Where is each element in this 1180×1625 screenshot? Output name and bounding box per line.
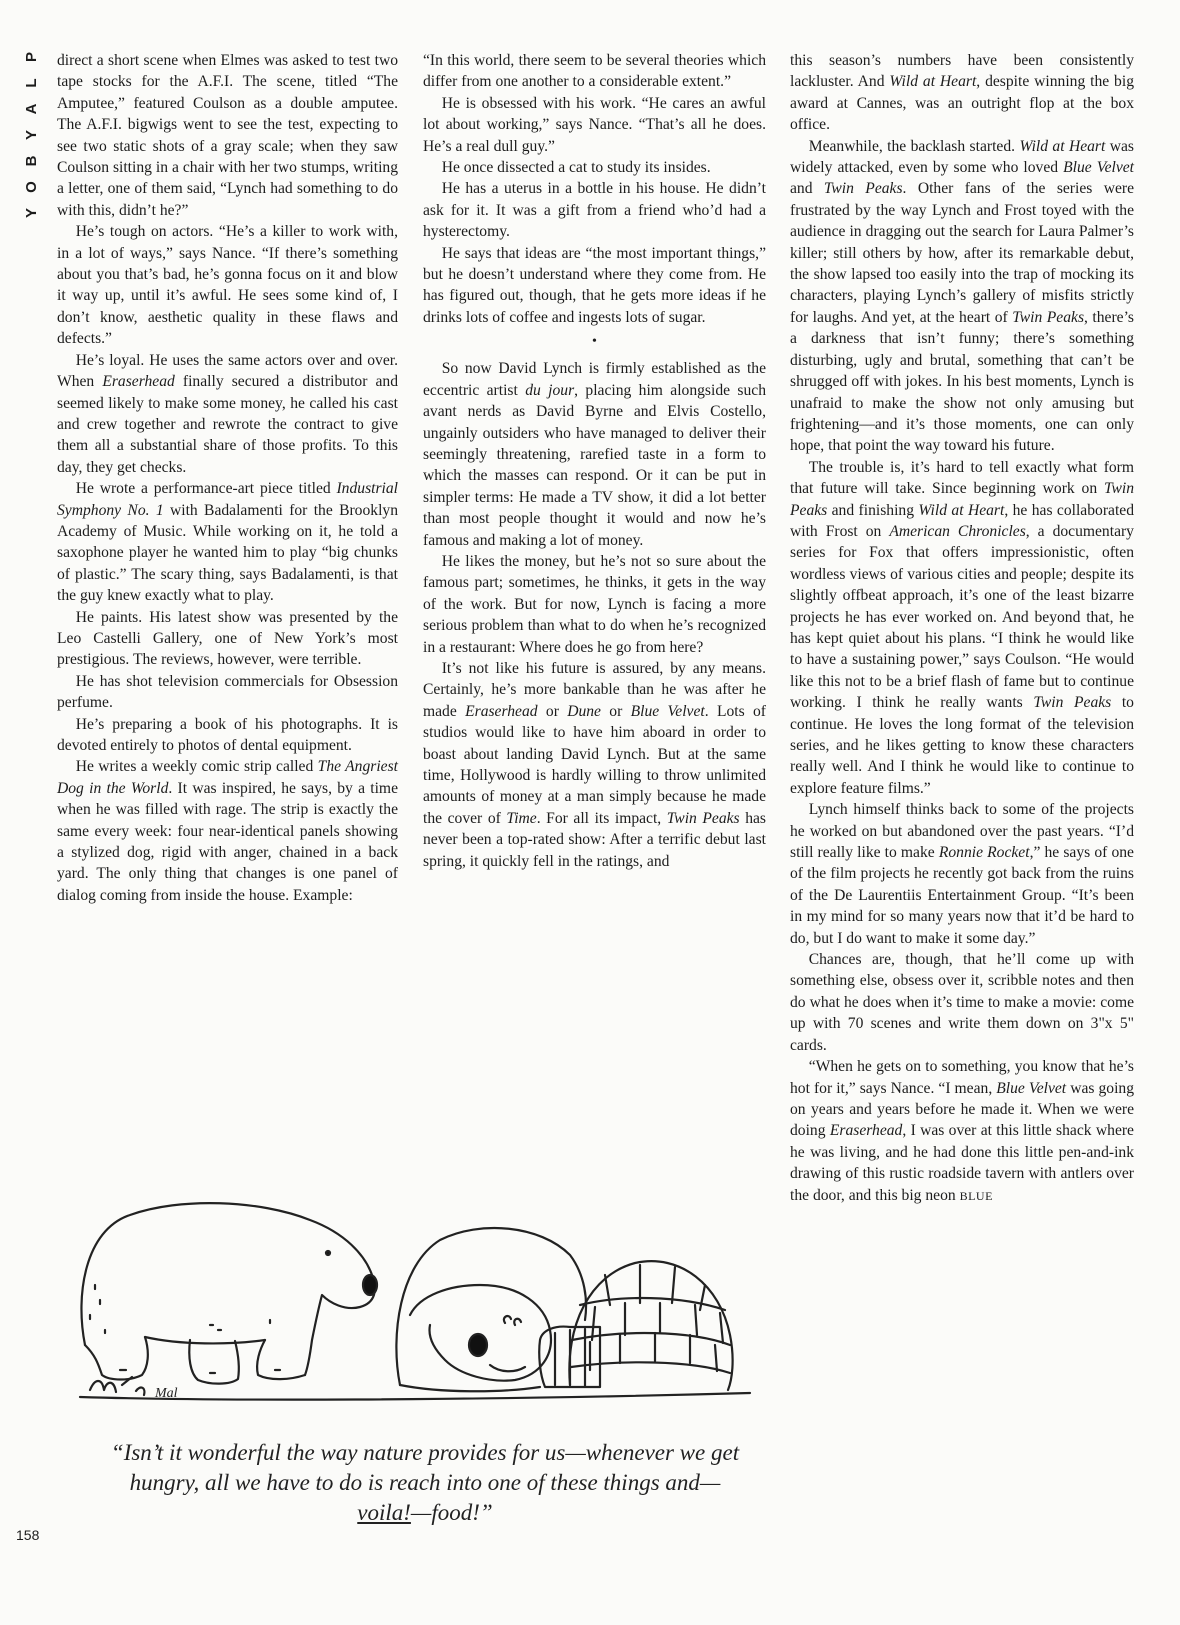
masthead-letter: O <box>23 181 40 193</box>
film-title: Blue Velvet <box>1063 159 1134 177</box>
film-title: Ronnie Rocket <box>938 844 1030 862</box>
paragraph: He says that ideas are “the most important things,” but he doesn’t understand where they come from. He has figured out, though, that he gets more ideas if he drinks lots of coffee and ingests lots of sugar. <box>423 244 766 326</box>
film-title: Dune <box>567 702 601 720</box>
film-title: Wild at Heart <box>1019 137 1106 155</box>
paragraph: He once dissected a cat to study its insides. <box>441 159 711 177</box>
film-title: Wild at Heart <box>918 501 1005 519</box>
comic-title: The Angriest Dog in the World <box>57 758 398 797</box>
masthead-letter: L <box>23 78 40 88</box>
section-divider: • <box>592 334 597 350</box>
film-title: Blue Velvet <box>630 702 705 720</box>
show-title: Twin Peaks <box>666 809 740 827</box>
paragraph: “When he gets on to something, you know that he’s hot for it,” says Nance. “I mean, Blue Velvet was going on years and years before he made it. When we were doing Eraserhead, I was over at this little shack where he was living, and he had done this little pen-and-ink drawing of this rustic roadside tavern with antlers over the door, and this big neon BLUE <box>790 1058 1135 1204</box>
magazine-title: Time <box>506 809 537 827</box>
masthead-letter: P <box>23 52 40 63</box>
polar-bears-igloo-drawing <box>60 1135 760 1425</box>
cartoon-illustration <box>60 1135 760 1425</box>
paragraph: He has shot television commercials for Obsession perfume. <box>57 672 398 712</box>
paragraph: Chances are, though, that he’ll come up with something else, obsess over it, scribble notes and then do what he does when it’s time to make a movie: come up with 70 scenes and write them down on 3"x 5" cards. <box>790 951 1134 1054</box>
show-title: Twin Peaks <box>1033 694 1112 712</box>
paragraph: He is obsessed with his work. “He cares an awful lot about working,” says Nance. “That’s all he does. He’s a real dull guy.” <box>423 94 766 155</box>
paragraph: The trouble is, it’s hard to tell exactly what form that future will take. Since beginning work on Twin Peaks and finishing Wild at Heart, he has collaborated with Frost on American Chronicles, a documentary series for Fox that offers impressionistic, often wordless views of various cities and people; despite its slightly offbeat approach, it’s one of the least bizarre projects he has ever worked on. And beyond that, he has kept quiet about his plans. “I think he would like to have a sustaining power,” says Coulson. “He would like this not to be a brief flash of fame but to continue working. I think he really wants Twin Peaks to continue. He loves the long format of the television series, and he likes getting to know these characters really well. And I think he would like to continue to explore feature films.” <box>790 458 1135 797</box>
show-title: Twin Peaks <box>823 180 903 198</box>
lying-bear-outline <box>396 1228 586 1385</box>
cartoon-caption: “Isn’t it wonderful the way nature provides for us—whenever we get hungry, all we have to do is reach into one of these things and—voila!—food!” <box>110 1440 740 1525</box>
page-number: 158 <box>16 1527 40 1543</box>
masthead-letter: A <box>23 103 40 115</box>
show-title: Twin Peaks <box>790 480 1135 519</box>
masthead <box>22 44 42 226</box>
film-title: Wild at Heart <box>889 73 977 91</box>
masthead-letter: B <box>23 155 40 167</box>
phrase: du jour <box>525 381 575 399</box>
paragraph: He paints. His latest show was presented by the Leo Castelli Gallery, one of New York’s most prestigious. The reviews, however, were terrible. <box>57 608 398 669</box>
film-title: Blue Velvet <box>996 1079 1067 1097</box>
paragraph: He has a uterus in a bottle in his house. He didn’t ask for it. It was a gift from a friend who’d had a hysterectomy. <box>423 180 766 241</box>
standing-bear-outline <box>81 1203 374 1375</box>
article-column-1 <box>57 50 398 906</box>
film-title: Eraserhead <box>102 373 175 391</box>
artist-signature: Mal <box>155 1386 178 1401</box>
paragraph: He’s loyal. He uses the same actors over and over. When Eraserhead finally secured a distributor and seemed likely to make some money, he called his cast and crew together and rewrote the contract to give them all a substantial share of those profits. To this day, they get checks. <box>57 351 398 476</box>
article-column-3 <box>790 50 1134 1207</box>
small-caps-word: BLUE <box>959 1188 993 1203</box>
caption-underlined-word: voila! <box>357 1500 411 1525</box>
film-title: Eraserhead <box>465 702 538 720</box>
series-title: American Chronicles <box>889 522 1026 540</box>
masthead-letter: Y <box>23 208 40 219</box>
paragraph: direct a short scene when Elmes was asked to test two tape stocks for the A.F.I. The scene, titled “The Amputee,” featured Coulson as a double amputee. The A.F.I. bigwigs went to see the test, expecting to see two static shots of a gray scale; when they saw Coulson sitting in a chair with her two stumps, writing a letter, one of them said, “Lynch had something to do with this, didn’t he?” <box>57 52 398 219</box>
paragraph: Lynch himself thinks back to some of the projects he worked on but abandoned over the past years. “I’d still really like to make Ronnie Rocket,” he says of one of the film projects he recently got back from the ruins of the De Laurentiis Entertainment Group. “It’s been in my mind for so many years now that it’d be hard to do, but I do want to make it some day.” <box>790 801 1134 947</box>
paragraph: He’s preparing a book of his photographs. It is devoted entirely to photos of dental equipment. <box>57 715 398 754</box>
masthead-letter: Y <box>23 130 40 141</box>
paragraph: Meanwhile, the backlash started. Wild at Heart was widely attacked, even by some who loved Blue Velvet and Twin Peaks. Other fans of the series were frustrated by the way Lynch and Frost toyed with the audience in dragging out the search for Laura Palmer’s killer; still others by how, after its remarkable debut, the show lapsed too easily into the trap of mocking its characters, playing Lynch’s gallery of misfits strictly for laughs. And yet, at the heart of Twin Peaks, there’s a darkness that isn’t funny; there’s something disturbing, ugly and brutal, something that can’t be shrugged off with jokes. In his best moments, Lynch is unafraid to make the show not only amusing but frightening—and it’s those moments, one can only hope, that point the way toward his future. <box>790 137 1134 455</box>
work-title: Industrial Symphony No. 1 <box>57 480 398 519</box>
film-title: Eraserhead <box>829 1122 903 1140</box>
paragraph: He’s tough on actors. “He’s a killer to work with, in a lot of ways,” says Nance. “If there’s something about you that’s bad, he’s gonna focus on it and blow it way up, until it’s awful. He sees some kind of, I don’t know, aesthetic quality in these flaws and defects.” <box>57 223 398 348</box>
paragraph: this season’s numbers have been consistently lackluster. And Wild at Heart, despite winning the big award at Cannes, was an outright flop at the box office. <box>790 52 1134 134</box>
article-column-2 <box>423 50 766 872</box>
paragraph: “In this world, there seem to be several theories which differ from one another to a considerable extent.” <box>423 52 766 91</box>
paragraph: He likes the money, but he’s not so sure about the famous part; sometimes, he thinks, it gets in the way of the work. But for now, Lynch is facing a more serious problem than what to do when he’s recognized in a restaurant: Where does he go from here? <box>423 552 766 656</box>
paragraph: It’s not like his future is assured, by any means. Certainly, he’s more bankable than he was after he made Eraserhead or Dune or Blue Velvet. Lots of studios would like to have him aboard in order to boast about landing David Lynch. But at the same time, Hollywood is hardly willing to throw unlimited amounts of money at a man simply because he made the cover of Time. For all its impact, Twin Peaks has never been a top-rated show: After a terrific debut last spring, it quickly fell in the ratings, and <box>423 659 767 870</box>
paragraph: He wrote a performance-art piece titled Industrial Symphony No. 1 with Badalamenti for the Brooklyn Academy of Music. While working on it, he told a saxophone player he wanted him to play “big chunks of plastic.” The scary thing, says Badalamenti, is that the guy knew exactly what to play. <box>57 480 398 605</box>
paragraph: So now David Lynch is firmly established as the eccentric artist du jour, placing him alongside such avant nerds as David Byrne and Elvis Costello, ungainly outsiders who have managed to deliver their seemingly threatening, rarefied taste in a form to which the masses can respond. Or it can be put in simpler terms: He made a TV show, it did a lot better than most people thought it would and now he’s famous and making a lot of money. <box>423 360 766 549</box>
show-title: Twin Peaks <box>1012 308 1085 326</box>
paragraph: He writes a weekly comic strip called The Angriest Dog in the World. It was inspired, he says, by a time when he was filled with rage. The strip is exactly the same every week: four near-identical panels showing a stylized dog, rigid with anger, chained in a back yard. The only thing that changes is one panel of dialog coming from inside the house. Example: <box>57 758 398 904</box>
